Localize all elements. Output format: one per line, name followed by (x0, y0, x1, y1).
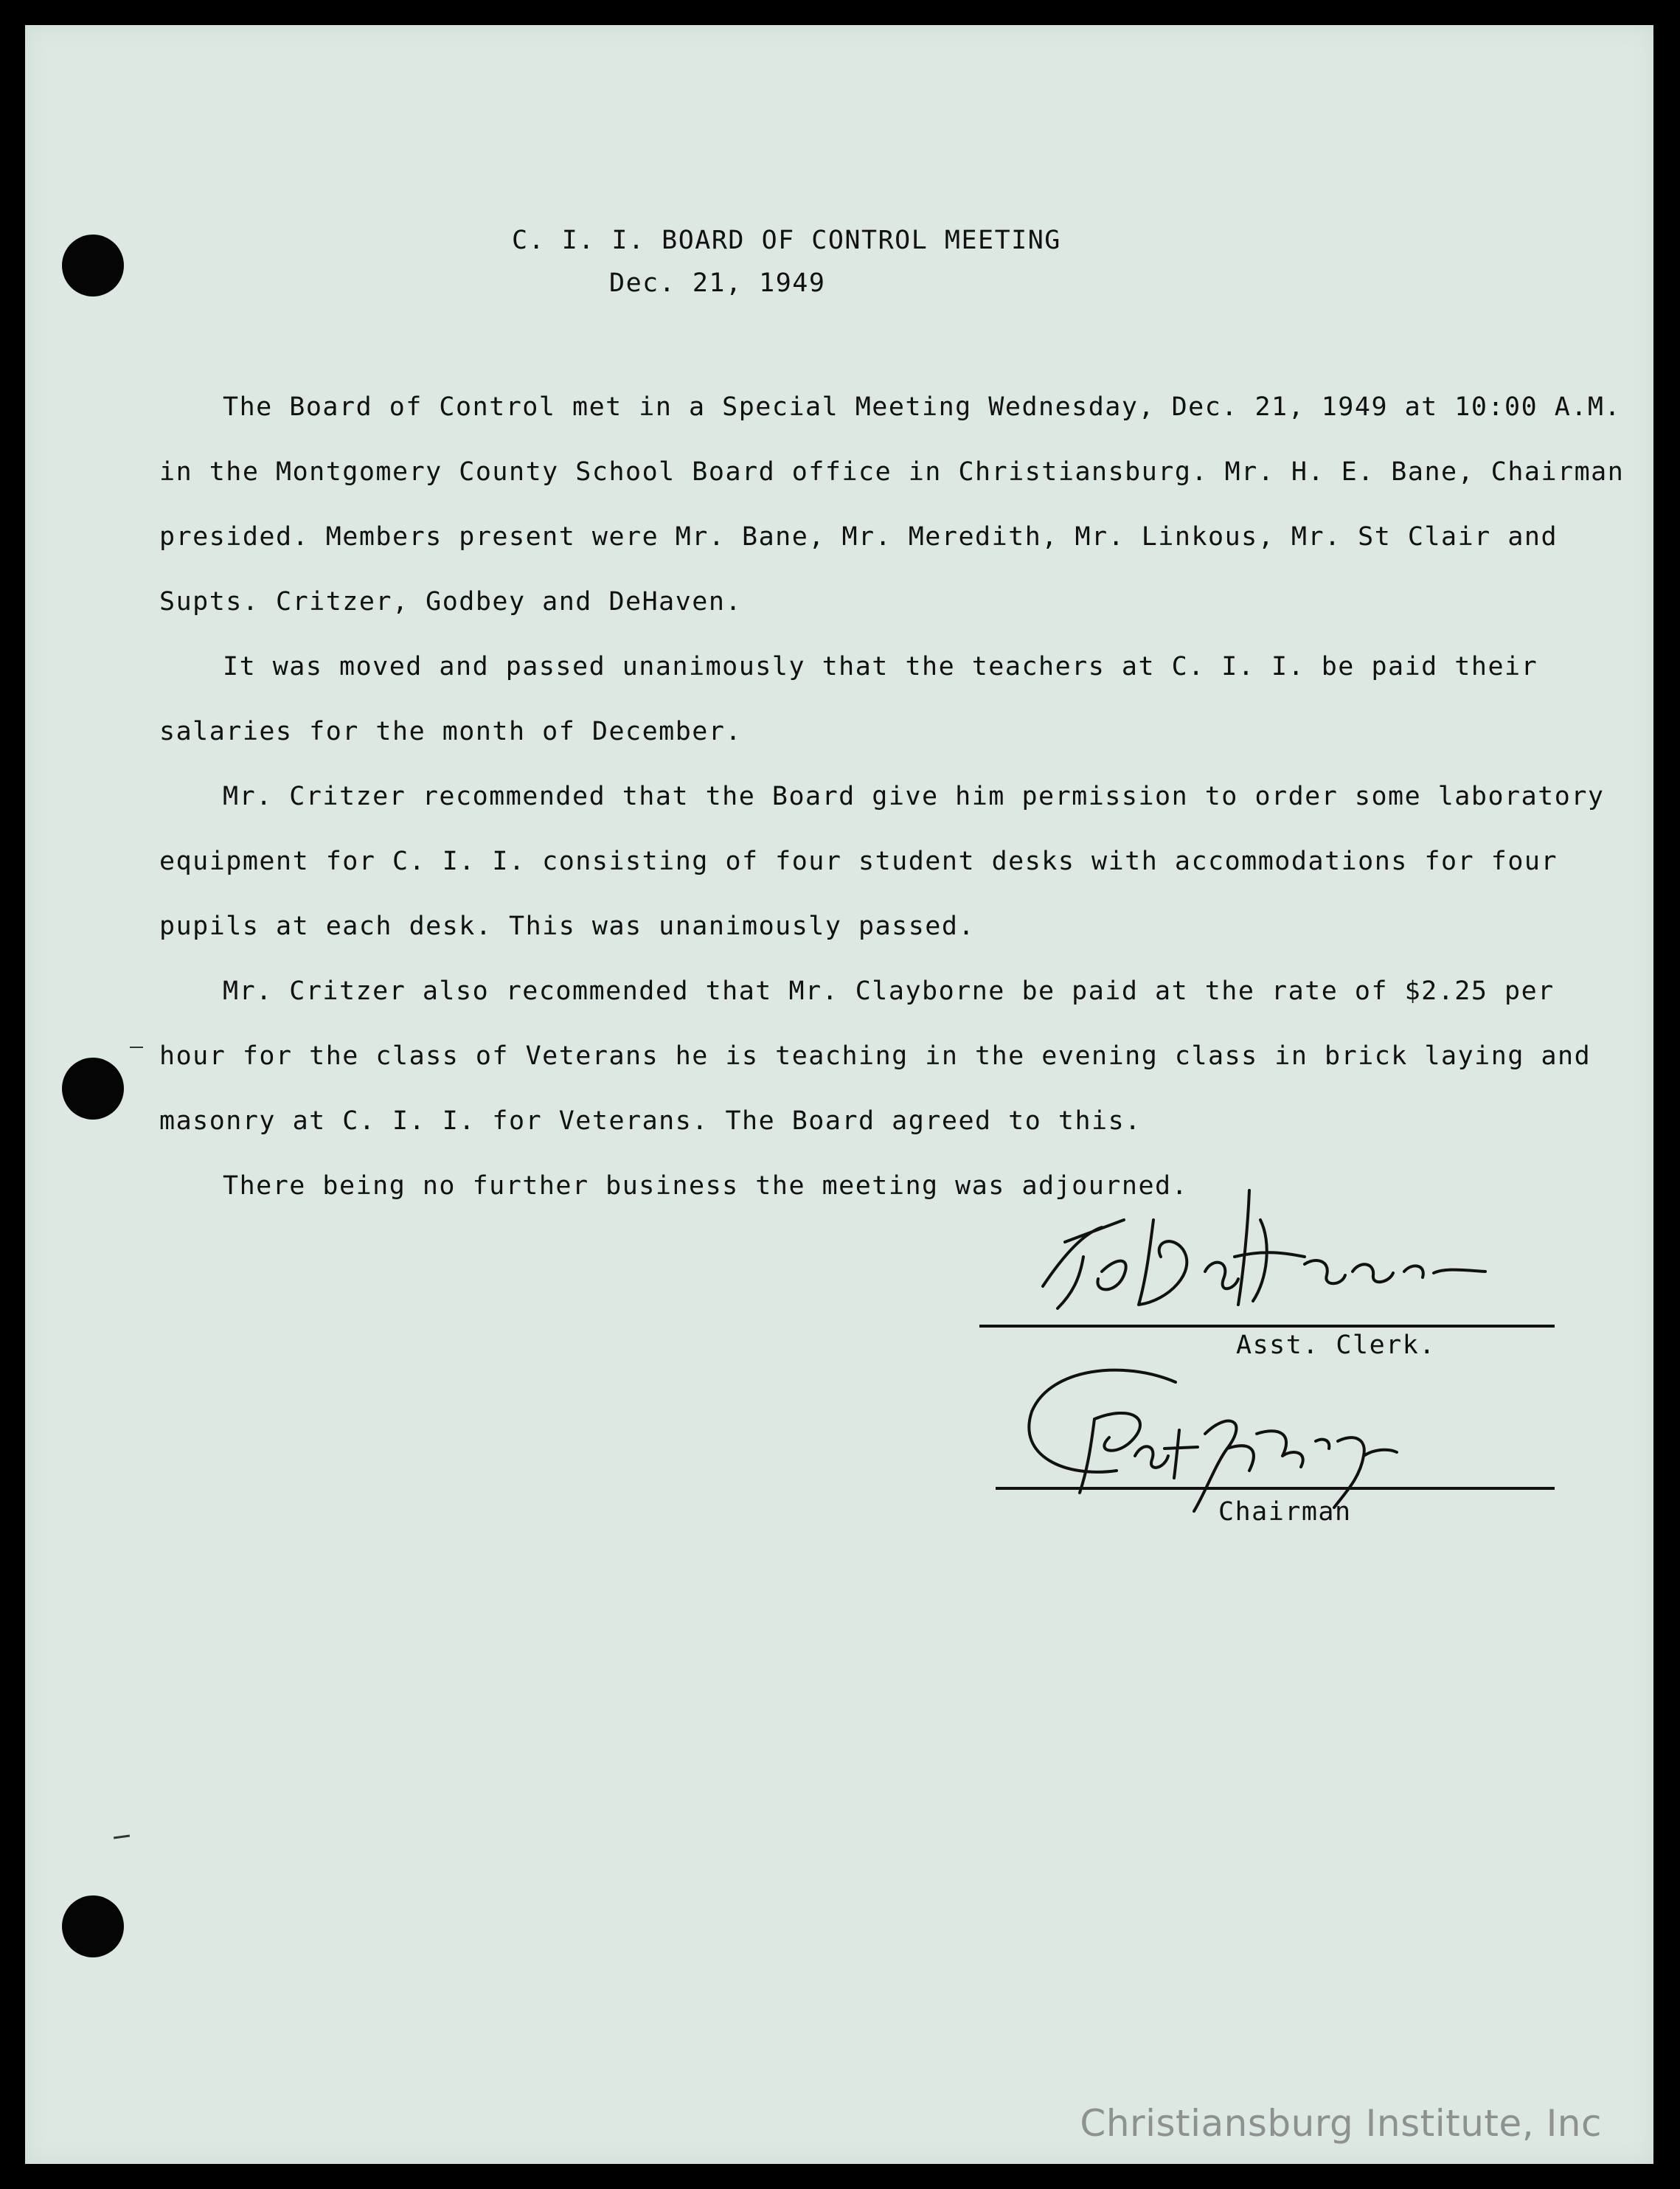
watermark-text: Christiansburg Institute, Inc (1080, 2102, 1602, 2145)
clerk-label: Asst. Clerk. (1236, 1331, 1436, 1360)
document-page (25, 25, 1653, 2164)
paragraph-line: There being no further business the meeting was adjourned. (223, 1171, 1189, 1201)
paragraph-line: It was moved and passed unanimously that the teachers at C. I. I. be paid their (223, 652, 1538, 681)
paragraph-line: in the Montgomery County School Board office in Christiansburg. Mr. H. E. Bane, Chairman (159, 457, 1625, 487)
punch-hole (62, 1058, 124, 1120)
paragraph-line: masonry at C. I. I. for Veterans. The Board agreed to this. (159, 1106, 1142, 1136)
paragraph-line: Mr. Critzer also recommended that Mr. Clayborne be paid at the rate of $2.25 per (223, 976, 1555, 1006)
chairman-signature-line (996, 1487, 1555, 1490)
paragraph-line: equipment for C. I. I. consisting of four student desks with accommodations for four (159, 847, 1558, 876)
chairman-label: Chairman (1218, 1497, 1352, 1527)
paragraph-line: presided. Members present were Mr. Bane, Mr. Meredith, Mr. Linkous, Mr. St Clair and (159, 522, 1558, 552)
paragraph-line: pupils at each desk. This was unanimously passed. (159, 912, 976, 941)
paragraph-line: salaries for the month of December. (159, 717, 743, 746)
paper-mark (130, 1047, 143, 1048)
paragraph-line: Mr. Critzer recommended that the Board give him permission to order some laboratory (223, 782, 1605, 811)
paper-mark (114, 1834, 130, 1839)
clerk-signature-line (979, 1325, 1555, 1328)
paragraph-line: hour for the class of Veterans he is teaching in the evening class in brick laying and (159, 1041, 1592, 1071)
punch-hole (62, 1895, 124, 1957)
document-date: Dec. 21, 1949 (609, 268, 826, 298)
clerk-signature-icon (1013, 1176, 1559, 1338)
paragraph-line: The Board of Control met in a Special Meeting Wednesday, Dec. 21, 1949 at 10:00 A.M. (223, 392, 1622, 422)
document-title: C. I. I. BOARD OF CONTROL MEETING (512, 226, 1061, 255)
punch-hole (62, 235, 124, 296)
paragraph-line: Supts. Critzer, Godbey and DeHaven. (159, 587, 743, 617)
